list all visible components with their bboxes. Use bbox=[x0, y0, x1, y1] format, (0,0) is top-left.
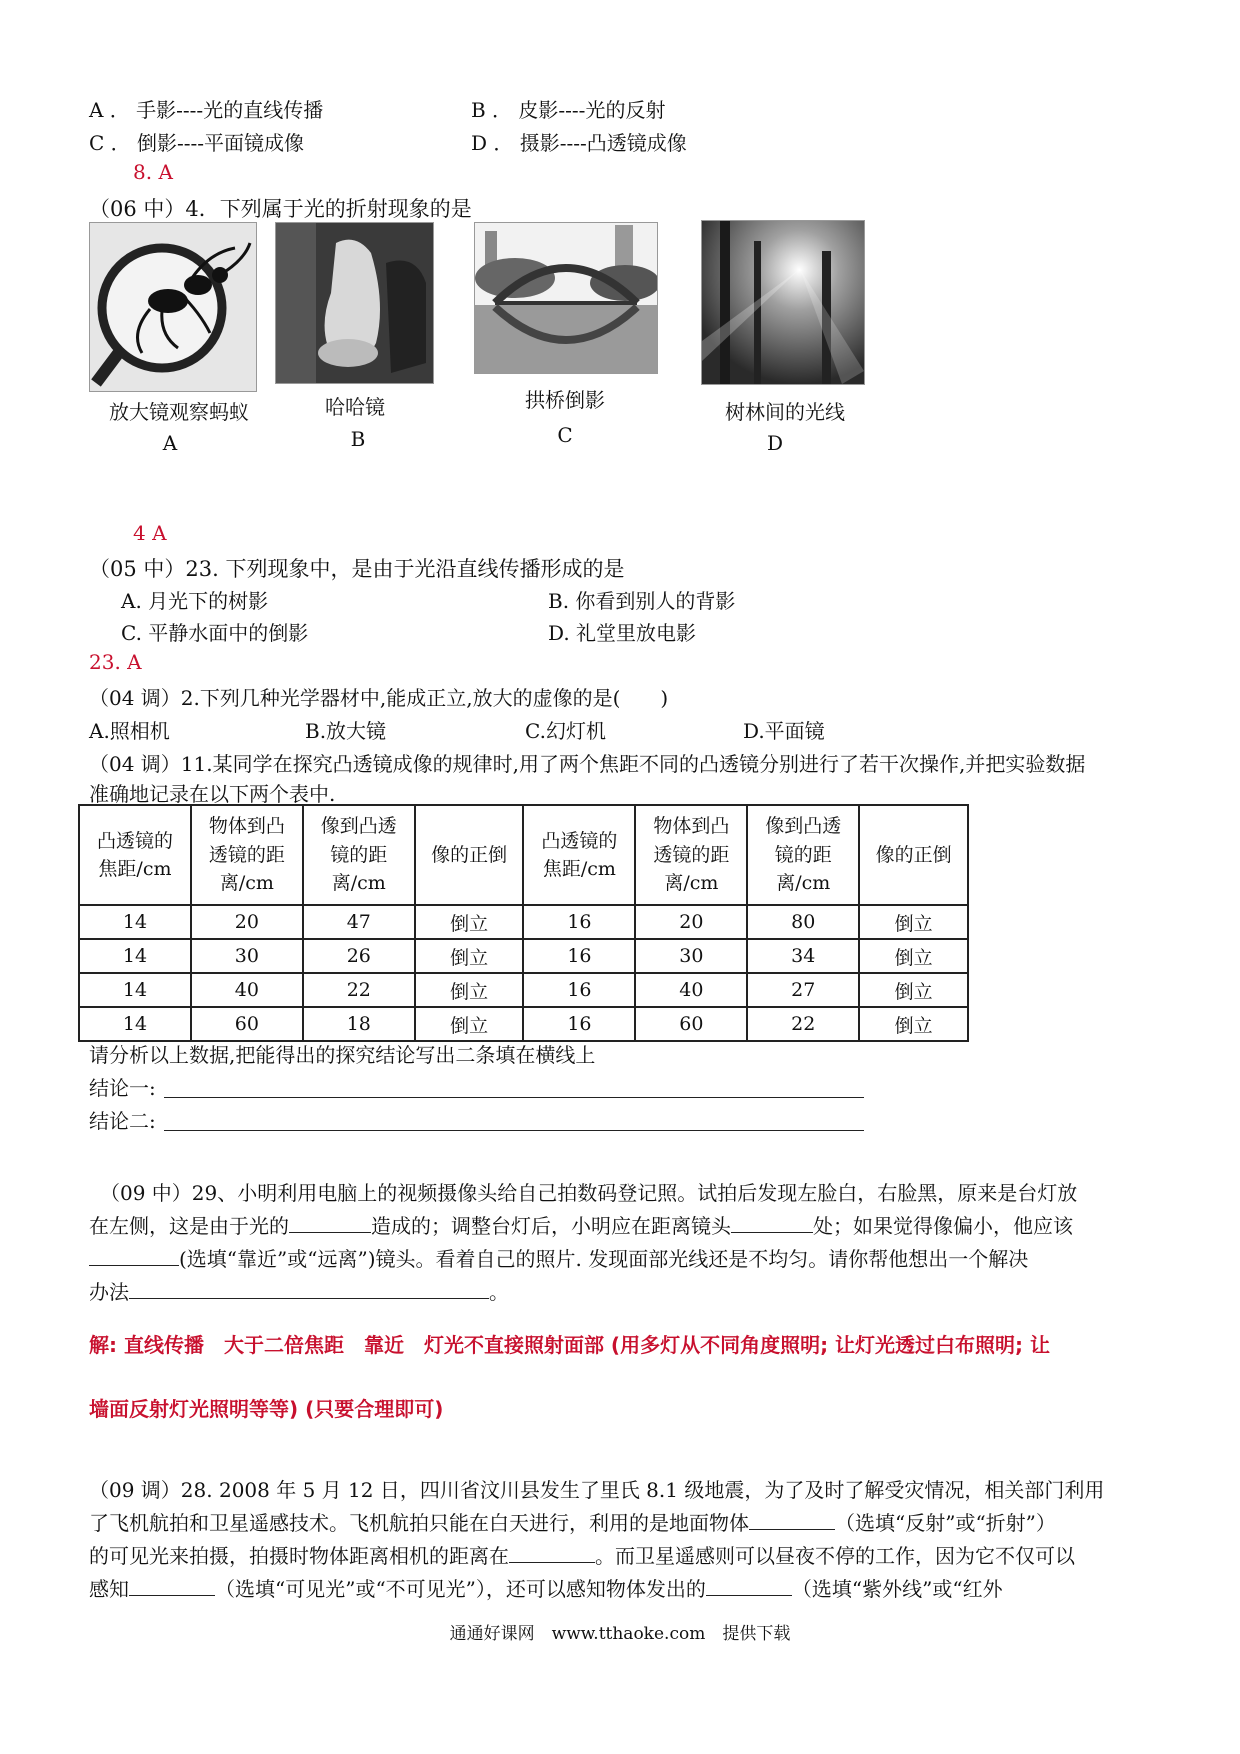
q4-stem: （06 中）4．下列属于光的折射现象的是 bbox=[89, 197, 472, 221]
q28-text: （选填“反射”或“折射”） bbox=[835, 1511, 1056, 1535]
image-c-caption: 拱桥倒影 bbox=[525, 388, 605, 412]
table-cell: 40 bbox=[635, 973, 747, 1007]
q23-option-a: A. 月光下的树影 bbox=[121, 589, 269, 613]
q4-answer: 4 A bbox=[133, 521, 167, 545]
table-header-row bbox=[79, 805, 968, 905]
table-cell: 34 bbox=[747, 939, 859, 973]
q11-stem-line1: （04 调）11.某同学在探究凸透镜成像的规律时,用了两个焦距不同的凸透镜分别进行了若干次操作,并把实验数据 bbox=[89, 752, 1086, 776]
q29-text: (选填“靠近”或“远离”)镜头。看着自己的照片. 发现面部光线还是不均匀。请你帮他想出一个解决 bbox=[179, 1247, 1029, 1271]
image-a-letter: A bbox=[162, 431, 178, 455]
table-cell: 14 bbox=[79, 1007, 191, 1041]
table-cell: 倒立 bbox=[859, 1007, 968, 1041]
q23-option-d: D. 礼堂里放电影 bbox=[548, 621, 697, 645]
table-cell: 40 bbox=[191, 973, 303, 1007]
table-cell: 16 bbox=[523, 1007, 635, 1041]
q8-option-a: A ． 手影----光的直线传播 bbox=[89, 98, 324, 122]
image-a-caption: 放大镜观察蚂蚁 bbox=[109, 400, 249, 424]
table-cell: 60 bbox=[191, 1007, 303, 1041]
q28-text: 。而卫星遥感则可以昼夜不停的工作，因为它不仅可以 bbox=[595, 1544, 1075, 1568]
q28-text: 感知 bbox=[89, 1577, 129, 1601]
arch-bridge-reflection-image bbox=[474, 222, 658, 374]
q11-prompt: 请分析以上数据,把能得出的探究结论写出二条填在横线上 bbox=[89, 1043, 596, 1067]
table-header: 物体到凸透镜的距离/cm bbox=[635, 805, 747, 905]
image-d-letter: D bbox=[766, 431, 784, 455]
q28-blank-3[interactable] bbox=[129, 1595, 215, 1596]
q28-line2 bbox=[89, 1507, 1056, 1536]
table-header: 像到凸透镜的距离/cm bbox=[303, 805, 415, 905]
table-row bbox=[79, 973, 968, 1007]
table-cell: 22 bbox=[303, 973, 415, 1007]
image-c-letter: C bbox=[557, 423, 573, 447]
table-header: 物体到凸透镜的距离/cm bbox=[191, 805, 303, 905]
q28-line4 bbox=[89, 1573, 1003, 1602]
q2-option-b: B.放大镜 bbox=[305, 719, 387, 743]
table-header: 凸透镜的焦距/cm bbox=[523, 805, 635, 905]
table-row bbox=[79, 1007, 968, 1041]
image-b-letter: B bbox=[350, 427, 366, 451]
table-cell: 倒立 bbox=[859, 939, 968, 973]
table-header: 像到凸透镜的距离/cm bbox=[747, 805, 859, 905]
table-cell: 倒立 bbox=[415, 1007, 524, 1041]
q29-line3 bbox=[89, 1243, 1028, 1272]
table-cell: 16 bbox=[523, 939, 635, 973]
forest-light-image bbox=[701, 220, 865, 385]
table-header: 像的正倒 bbox=[415, 805, 524, 905]
table-cell: 14 bbox=[79, 939, 191, 973]
conclusion-1-label: 结论一: bbox=[89, 1076, 156, 1100]
table-cell: 27 bbox=[747, 973, 859, 1007]
q29-blank-2[interactable] bbox=[731, 1232, 813, 1233]
q2-option-d: D.平面镜 bbox=[743, 719, 825, 743]
q29-text: 办法 bbox=[89, 1280, 129, 1304]
q8-answer: 8. A bbox=[133, 160, 173, 184]
image-b-caption: 哈哈镜 bbox=[325, 395, 385, 419]
q28-blank-4[interactable] bbox=[706, 1595, 792, 1596]
q29-text: 。 bbox=[489, 1280, 509, 1304]
table-header: 凸透镜的焦距/cm bbox=[79, 805, 191, 905]
q28-text: 了飞机航拍和卫星遥感技术。飞机航拍只能在白天进行，利用的是地面物体 bbox=[89, 1511, 749, 1535]
table-cell: 16 bbox=[523, 905, 635, 939]
q29-blank-4[interactable] bbox=[129, 1298, 489, 1299]
table-cell: 14 bbox=[79, 905, 191, 939]
conclusion-2-label: 结论二: bbox=[89, 1109, 156, 1133]
q28-line1: （09 调）28. 2008 年 5 月 12 日，四川省汶川县发生了里氏 8.1 级地震，为了及时了解受灾情况，相关部门利用 bbox=[89, 1478, 1105, 1502]
q28-text: （选填“紫外线”或“红外 bbox=[791, 1577, 1003, 1601]
table-cell: 16 bbox=[523, 973, 635, 1007]
image-d-caption: 树林间的光线 bbox=[725, 400, 845, 424]
q29-text: 在左侧，这是由于光的 bbox=[89, 1214, 289, 1238]
q2-option-c: C.幻灯机 bbox=[525, 719, 606, 743]
q23-stem: （05 中）23. 下列现象中，是由于光沿直线传播形成的是 bbox=[89, 557, 625, 581]
q28-blank-1[interactable] bbox=[749, 1529, 835, 1530]
table-row bbox=[79, 905, 968, 939]
table-cell: 60 bbox=[635, 1007, 747, 1041]
q2-stem: （04 调）2.下列几种光学器材中,能成正立,放大的虚像的是( ) bbox=[89, 686, 669, 710]
q23-answer: 23. A bbox=[89, 650, 142, 674]
table-cell: 20 bbox=[191, 905, 303, 939]
q23-option-b: B. 你看到别人的背影 bbox=[548, 589, 736, 613]
table-cell: 倒立 bbox=[415, 905, 524, 939]
q29-blank-1[interactable] bbox=[289, 1232, 371, 1233]
table-cell: 80 bbox=[747, 905, 859, 939]
q29-line4 bbox=[89, 1276, 509, 1305]
q8-option-b: B ． 皮影----光的反射 bbox=[471, 98, 666, 122]
q29-solution-line1: 解: 直线传播 大于二倍焦距 靠近 灯光不直接照射面部 (用多灯从不同角度照明; 让灯光透过白布照明; 让 bbox=[89, 1333, 1050, 1357]
q28-text: 的可见光来拍摄，拍摄时物体距离相机的距离在 bbox=[89, 1544, 509, 1568]
table-cell: 倒立 bbox=[415, 939, 524, 973]
conclusion-2-line[interactable] bbox=[164, 1130, 864, 1131]
q8-option-c: C ． 倒影----平面镜成像 bbox=[89, 131, 305, 155]
q29-line1: （09 中）29、小明利用电脑上的视频摄像头给自己拍数码登记照。试拍后发现左脸白，右脸黑，原来是台灯放 bbox=[100, 1181, 1078, 1205]
q29-blank-3[interactable] bbox=[89, 1265, 179, 1266]
q29-text: 造成的；调整台灯后，小明应在距离镜头 bbox=[371, 1214, 731, 1238]
q2-option-a: A.照相机 bbox=[89, 719, 170, 743]
q28-line3 bbox=[89, 1540, 1075, 1569]
q23-option-c: C. 平静水面中的倒影 bbox=[121, 621, 309, 645]
lens-data-table bbox=[78, 804, 969, 1042]
q28-text: （选填“可见光”或“不可见光”），还可以感知物体发出的 bbox=[215, 1577, 706, 1601]
q28-blank-2[interactable] bbox=[509, 1562, 595, 1563]
table-cell: 30 bbox=[191, 939, 303, 973]
table-cell: 20 bbox=[635, 905, 747, 939]
table-cell: 倒立 bbox=[415, 973, 524, 1007]
magnifier-ant-image bbox=[89, 222, 257, 392]
table-cell: 26 bbox=[303, 939, 415, 973]
page-footer: 通通好课网 www.tthaoke.com 提供下载 bbox=[449, 1624, 791, 1644]
table-row bbox=[79, 939, 968, 973]
conclusion-1-line[interactable] bbox=[164, 1097, 864, 1098]
distorting-mirror-image bbox=[275, 222, 434, 384]
q29-line2 bbox=[89, 1210, 1073, 1239]
table-cell: 倒立 bbox=[859, 973, 968, 1007]
table-header: 像的正倒 bbox=[859, 805, 968, 905]
table-cell: 18 bbox=[303, 1007, 415, 1041]
q29-solution-line2: 墙面反射灯光照明等等) (只要合理即可) bbox=[89, 1397, 444, 1421]
table-cell: 30 bbox=[635, 939, 747, 973]
q8-option-d: D ． 摄影----凸透镜成像 bbox=[471, 131, 687, 155]
table-cell: 倒立 bbox=[859, 905, 968, 939]
q11-stem-line2: 准确地记录在以下两个表中. bbox=[89, 782, 336, 806]
table-cell: 22 bbox=[747, 1007, 859, 1041]
table-cell: 14 bbox=[79, 973, 191, 1007]
table-cell: 47 bbox=[303, 905, 415, 939]
q29-text: 处；如果觉得像偏小，他应该 bbox=[813, 1214, 1073, 1238]
